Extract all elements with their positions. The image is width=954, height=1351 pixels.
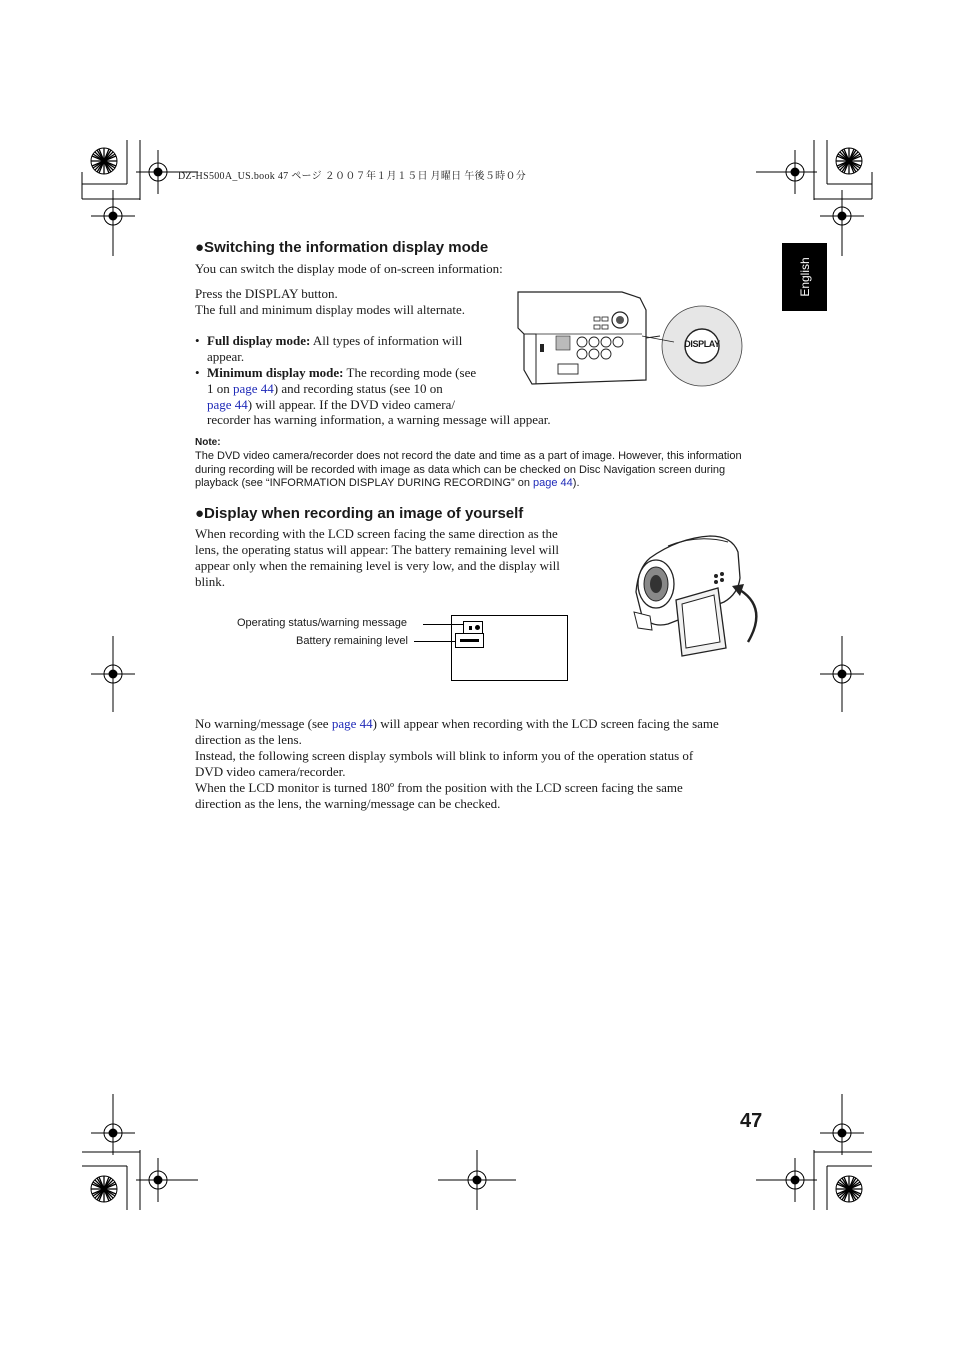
modes-alternate-line: The full and minimum display modes will alternate.	[195, 302, 466, 317]
note-line-end: ).	[572, 477, 580, 489]
minimum-display-text: The recording mode (see	[343, 365, 477, 380]
section2-paragraph	[195, 526, 560, 590]
section2-explanation	[195, 716, 719, 812]
note-label: Note:	[195, 437, 221, 448]
camcorder-flipped-lcd-illustration	[628, 532, 764, 658]
paragraph-text: ) will appear when recording with the LCD screen facing the same	[372, 716, 719, 731]
print-header-line: DZ-HS500A_US.book 47 ページ ２００７年１月１５日 月曜日 午後５時０分	[178, 171, 527, 182]
minimum-display-continuation: recorder has warning information, a warning message will appear.	[207, 412, 551, 427]
note-line: during recording will be recorded with image as data which can be checked on Disc Navigation screen during	[195, 463, 726, 476]
note-line-text: playback (see “INFORMATION DISPLAY DURING RECORDING” on	[195, 477, 534, 489]
section-heading-self-recording: ●Display when recording an image of yourself	[195, 505, 524, 522]
page-number: 47	[740, 1110, 763, 1132]
record-dot	[475, 625, 480, 630]
language-tab	[782, 243, 827, 311]
minimum-display-text-3: ) and recording status (see 10 on	[273, 381, 443, 396]
full-display-term: Full display mode:	[207, 333, 311, 348]
paragraph-text: No warning/message (see	[195, 716, 332, 731]
callout-line	[414, 641, 455, 642]
page-44-link[interactable]: page 44	[533, 477, 573, 489]
paragraph-line: appear only when the remaining level is very low, and the display will	[195, 558, 560, 573]
paragraph-line: blink.	[195, 574, 225, 589]
page-44-link[interactable]: page 44	[207, 397, 248, 412]
minimum-display-text-4: ) will appear. If the DVD video camera/	[247, 397, 455, 412]
paragraph-line: direction as the lens.	[195, 732, 302, 747]
page-44-link[interactable]: page 44	[331, 716, 373, 731]
full-display-text: All types of information will	[310, 333, 463, 348]
display-button-label: DISPLAY	[684, 339, 720, 349]
paragraph-line: lens, the operating status will appear: The battery remaining level will	[195, 542, 560, 557]
full-display-text-2: appear.	[207, 349, 245, 364]
paragraph-line	[195, 716, 719, 732]
press-display-line: Press the DISPLAY button.	[195, 286, 338, 301]
paragraph-line: direction as the lens, the warning/message can be checked.	[195, 796, 501, 811]
camcorder-display-illustration	[514, 288, 746, 388]
page-44-link[interactable]: page 44	[233, 381, 274, 396]
paragraph-line: DVD video camera/recorder.	[195, 764, 346, 779]
battery-icon	[455, 633, 484, 648]
note-text	[195, 450, 742, 491]
minimum-display-text-2: 1 on	[207, 381, 233, 396]
paragraph-line: When the LCD monitor is turned 180º from the position with the LCD screen facing the same	[195, 780, 683, 795]
callout-line	[423, 624, 463, 625]
stop-mark	[469, 626, 472, 630]
note-line: The DVD video camera/recorder does not record the date and time as a part of image. However, this information	[195, 450, 742, 462]
callout-battery-level: Battery remaining level	[296, 635, 408, 647]
intro-text: You can switch the display mode of on-screen information:	[195, 261, 503, 276]
section1-intro	[195, 261, 503, 277]
section-heading-display-mode: ●Switching the information display mode	[195, 239, 489, 256]
language-tab-label: English	[797, 257, 812, 297]
minimum-display-term: Minimum display mode:	[207, 365, 344, 380]
paragraph-line: Instead, the following screen display symbols will blink to inform you of the operation status of	[195, 748, 694, 763]
battery-bar	[460, 639, 479, 642]
callout-operating-status: Operating status/warning message	[237, 617, 407, 629]
paragraph-line: When recording with the LCD screen facing the same direction as the	[195, 526, 558, 541]
note-line	[195, 477, 742, 491]
